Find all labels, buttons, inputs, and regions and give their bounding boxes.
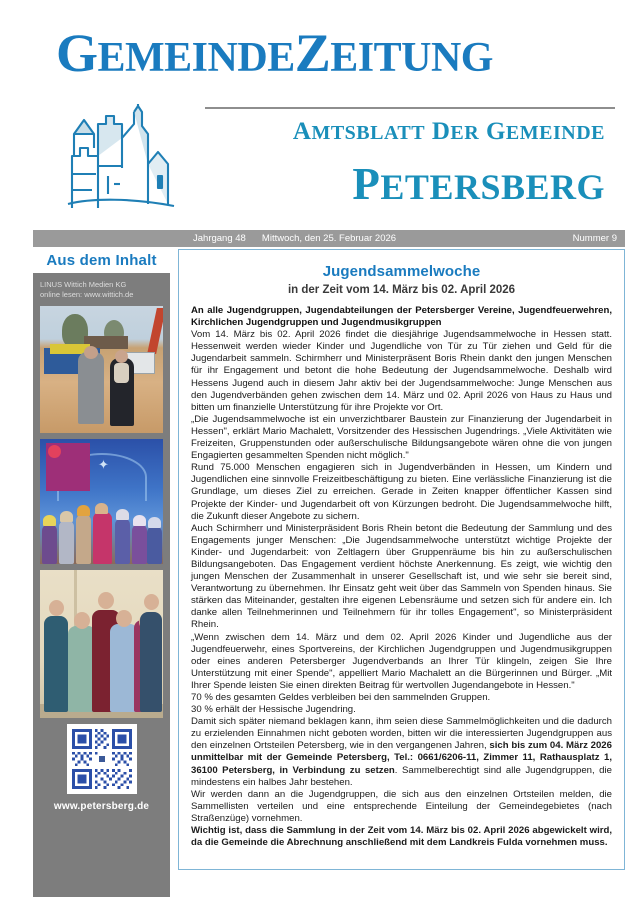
sub2-cap-p: P bbox=[352, 159, 381, 209]
photo-group-portrait bbox=[40, 570, 163, 718]
person-head-a bbox=[84, 346, 98, 359]
sub2-rest-etersberg: ETERSBERG bbox=[380, 167, 605, 207]
article-title: Jugendsammelwoche bbox=[322, 263, 481, 280]
newspaper-title bbox=[56, 23, 493, 83]
article-paragraph-lists: Wir werden dann an die Jugendgruppen, die sich aus den einzelnen Ortsteilen melden, die Sammellisten verteilen und eine entsprechende Einteilung der Gemeindegebietes (nach Straßenzüge) vornehmen. bbox=[191, 788, 612, 824]
person-shape bbox=[140, 612, 162, 712]
child-shape bbox=[147, 526, 162, 564]
person-head bbox=[49, 600, 64, 616]
article-lead: An alle Jugendgruppen, Jugendabteilungen der Petersberger Vereine, Jugendfeuerwehren, Kirchlichen Jugendgruppen und Jugendmusikgruppen bbox=[191, 305, 612, 329]
child-shape bbox=[132, 524, 147, 564]
child-shape bbox=[42, 524, 57, 564]
issue-info-bar bbox=[33, 230, 625, 247]
person-head bbox=[116, 610, 132, 627]
sub1-cap-d: D bbox=[431, 118, 451, 145]
masthead bbox=[0, 0, 625, 228]
child-shape bbox=[115, 518, 130, 564]
article-paragraph: Vom 14. März bis 02. April 2026 findet die diesjährige Jugendsammelwoche in Hessen statt. Hessenweit werden wieder Kinder und Jugendliche von Tür zu Tür ziehen und Geld für die Jugendarbeit sammeln. Schirmherr und Ministerpräsent Boris Rhein dankt den jungen Menschen für ihr Engagement und betont die hohe Bedeutung der Jugendsammelwoche. Deshalb wird Hessens Jugend auch in diesem Jahr aktiv bei der Jugendsammelwoche: Junge Menschen aus den Jugendverbänden gehen zwischen dem 14. März und 02. April 2026 von Haus zu Haus und bitten um finanzielle Unterstützung für ihre Projekte vor Ort. bbox=[191, 329, 612, 413]
deadline-suffix: . Sammelberechtigt sind alle Jugendgruppen, die mindestens ein halbes Jahr bestehen. bbox=[191, 764, 612, 788]
masthead-subtitle-amtsblatt bbox=[293, 118, 605, 146]
child-shape bbox=[93, 512, 112, 564]
article-share-groups: 70 % des gesamten Geldes verbleiben bei den sammelnden Gruppen. bbox=[191, 692, 491, 703]
sidebar-contents-panel bbox=[33, 249, 170, 897]
hat-shape bbox=[77, 505, 90, 516]
hat-shape bbox=[133, 515, 146, 526]
sub1-cap-a: A bbox=[292, 118, 312, 145]
publisher-name: LINUS Wittich Medien KG bbox=[40, 280, 127, 289]
article-paragraph: „Wenn zwischen dem 14. März und dem 02. April 2026 Kinder und Jugendliche aus der Jugendfeuerwehr, eines Sportvereins, der Kirchlichen Jugendgruppen und Jugendmusikgruppen oder eines anderen Petersberger Jugendverbands an Ihrer Tür klingeln, zeigen Sie Ihre Unterstützung mit einer Spende", appelliert Mario Machalett an die Bürgerinnen und Bürger. „Mit Ihrer Spende leisten Sie einen direkten Beitrag für wertvollen Jugendangebote in Hessen." bbox=[191, 631, 612, 691]
article-paragraph: „Die Jugendsammelwoche ist ein unverzichtbarer Baustein zur Finanzierung der Jugendarbeit in Hessen", erklärt Mario Machalett, Vorsitzender des Hessischen Jugendrings. „Viele Aktivitäten wie Freizeiten, Gruppenstunden oder außerschulische Bildungsangebote wären ohne die von jungen Engagierten gesammelten Spenden nicht möglich." bbox=[191, 413, 612, 462]
title-rest-gemeinde: EMEINDE bbox=[97, 35, 295, 81]
website-url[interactable]: www.petersberg.de bbox=[53, 801, 150, 812]
sidebar-heading: Aus dem Inhalt bbox=[33, 249, 170, 273]
sub1-rest-emeinde: EMEINDE bbox=[505, 122, 605, 144]
person-shape-a bbox=[78, 352, 104, 424]
deadline-prefix: Damit sich später niemand beklagen kann, ihm seien diese Sammelmöglichkeiten und die dadurch zu erzielenden Einnahmen nicht geboten worden, bitten wir die interessierten Jugendgruppen aus den einzelnen Ortsteilen Petersberg, wie in den vergangenen Jahren, bbox=[191, 716, 612, 752]
publisher-online-link[interactable]: online lesen: www.wittich.de bbox=[40, 290, 134, 299]
excavator-arm-shape bbox=[147, 308, 163, 354]
stage-light-shape bbox=[48, 445, 61, 458]
article-subtitle: in der Zeit vom 14. März bis 02. April 2026 bbox=[287, 284, 516, 296]
deadline-contact-bold: sich bis zum 04. März 2026 unmittelbar mit der Gemeinde Petersberg, Tel.: 0661/6206-11, Zimmer 11, Rathausplatz 1, 36100 Petersberg, in Verbindung zu setzen bbox=[191, 740, 612, 776]
article-paragraph-deadline bbox=[191, 716, 612, 789]
article-paragraph: Auch Schirmherr und Ministerpräsident Boris Rhein betont die Bedeutung der Sammlung und des Engagements junger Menschen: „Die Jugendsammelwoche unterstützt wichtige Projekte der Kinder- und Jugendarbeit: von Zeltlagern über Gruppenräume bis hin zu außerschulischen Bildungsangeboten. Das Engagement verdient höchste Anerkennung. Es zeigt, wie wichtig den jungen Menschen der Zusammenhalt in unserer Gesellschaft ist, und wie sehr sie bereit sind, Verantwortung zu übernehmen. Ihr Einsatz geht weit über das Sammeln von Spenden hinaus. Sie stärken das Miteinander, gestalten ihre eigenen Lebensräume und setzen sich für andere ein. Ich danke allen Teilnehmerinnen und Teilnehmern für ihr tolles Engagement", so Ministerpräsident Rhein. bbox=[191, 522, 612, 631]
masthead-municipality-petersberg bbox=[352, 158, 605, 210]
issue-number: Nummer 9 bbox=[572, 233, 617, 244]
person-head-b bbox=[115, 350, 128, 363]
issue-date: Mittwoch, den 25. Februar 2026 bbox=[261, 233, 397, 244]
person-head bbox=[144, 594, 159, 610]
photo-groundbreaking bbox=[40, 306, 163, 433]
person-head bbox=[98, 592, 114, 609]
child-shape bbox=[76, 514, 91, 564]
article-share-jugendring: 30 % erhält der Hessische Jugendring. bbox=[191, 704, 356, 716]
hat-shape bbox=[116, 509, 129, 520]
hat-shape bbox=[95, 503, 108, 514]
photo-carnival-stage bbox=[40, 439, 163, 564]
qr-code[interactable] bbox=[67, 724, 137, 794]
crowd-group bbox=[40, 506, 163, 564]
hat-shape bbox=[43, 515, 56, 526]
title-cap-g: G bbox=[56, 23, 98, 83]
article-paragraph: Rund 75.000 Menschen engagieren sich in Jugendverbänden in Hessen, um Kindern und Jugendlichen eine sinnvolle Freizeitbeschäftigung zu bieten. Eine verlässliche Finanzierung ist die Grundlage, um dieses Ziel zu erreichen. Gerade in Zeiten knapper öffentlicher Kassen sind Projekte der Kinder- und Jugendarbeit oft von Kürzungen bedroht. Die Jugendsammelwoche hilft, die Zukunft dieser Angebote zu sichern. bbox=[191, 462, 612, 522]
title-cap-z: Z bbox=[294, 23, 331, 83]
masthead-divider-rule bbox=[205, 107, 615, 109]
article-paragraph-important: Wichtig ist, dass die Sammlung in der Zeit vom 14. März bis 02. April 2026 abgewickelt wird, da die Gemeinde die Abrechnung anschließend mit dem Landkreis Fulda vornehmen muss. bbox=[191, 825, 612, 849]
coat-of-arms-icon bbox=[62, 104, 192, 216]
sub1-rest-er: ER bbox=[450, 122, 480, 144]
article-card bbox=[178, 249, 625, 870]
sidebar-publisher-credit bbox=[33, 273, 170, 306]
sub1-rest-mtsblatt: MTSBLATT bbox=[311, 122, 426, 144]
hat-shape bbox=[148, 517, 161, 528]
title-rest-zeitung: EITUNG bbox=[330, 35, 493, 81]
hat-shape bbox=[60, 511, 73, 522]
person-shape bbox=[44, 616, 68, 712]
qr-section bbox=[40, 724, 163, 812]
issue-volume: Jahrgang 48 bbox=[193, 233, 246, 244]
star-icon: ✦ bbox=[98, 457, 109, 472]
sub1-cap-g: G bbox=[485, 118, 506, 145]
person-head bbox=[74, 612, 90, 629]
child-shape bbox=[59, 520, 74, 564]
scarf-shape bbox=[114, 363, 129, 383]
